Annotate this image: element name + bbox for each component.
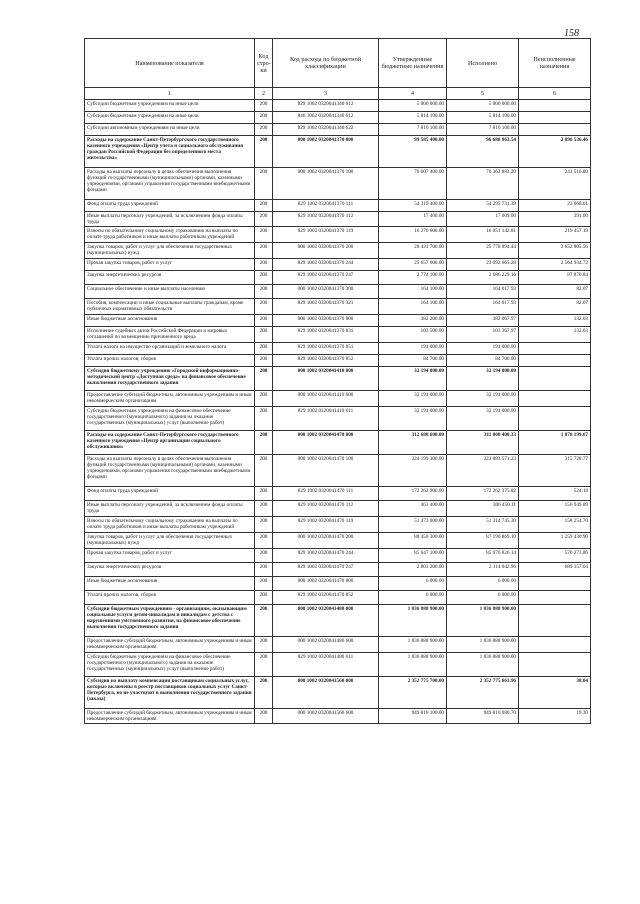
row-approved: 194 000.00: [379, 343, 447, 355]
row-executed: 84 700.00: [447, 355, 519, 367]
row-approved: 5 000 000.00: [379, 100, 447, 112]
row-unexecuted: 156 949.89: [519, 501, 591, 517]
row-approved: 28 431 700.00: [379, 243, 447, 259]
row-unexecuted: [519, 355, 591, 367]
row-unexecuted: 2 564 934.72: [519, 259, 591, 271]
row-approved: 6 000.00: [379, 591, 447, 605]
table-row: [85, 455, 591, 487]
row-unexecuted: 391.00: [519, 212, 591, 227]
row-name: Закупка энергетических ресурсов: [85, 271, 255, 285]
table-row: [85, 653, 591, 677]
row-executed: 32 194 000.00: [447, 407, 519, 431]
row-line-code: 200: [255, 243, 273, 259]
header-line-code: Код стро-ки: [255, 39, 273, 88]
row-unexecuted: 19.30: [519, 709, 591, 724]
row-unexecuted: 38.04: [519, 677, 591, 709]
row-classification-code: 829 1002 0320041370 851: [273, 343, 379, 355]
row-approved: 17 400.00: [379, 212, 447, 227]
row-line-code: 200: [255, 563, 273, 577]
row-unexecuted: 315 728.77: [519, 455, 591, 487]
row-line-code: 200: [255, 591, 273, 605]
row-line-code: 200: [255, 136, 273, 168]
row-classification-code: 000 1002 0320041470 000: [273, 431, 379, 455]
column-number: 4: [379, 88, 447, 100]
row-executed: 2 352 775 661.96: [447, 677, 519, 709]
table-row: [85, 637, 591, 653]
row-name: Предоставление субсидий бюджетным, автономным учреждениям и иным некоммерческим организациям: [85, 637, 255, 653]
row-classification-code: 829 1002 0320041370 111: [273, 200, 379, 212]
table-row: [85, 124, 591, 136]
table-row: [85, 315, 591, 327]
row-executed: 306 450.11: [447, 501, 519, 517]
row-unexecuted: [519, 407, 591, 431]
row-line-code: 200: [255, 112, 273, 124]
row-name: Фонд оплаты труда учреждений: [85, 487, 255, 501]
header-approved: Утвержденные бюджетные назначения: [379, 39, 447, 88]
row-name: Иные бюджетные ассигнования: [85, 315, 255, 327]
row-unexecuted: 87 870.84: [519, 271, 591, 285]
row-classification-code: 829 1002 0320041370 321: [273, 299, 379, 315]
row-approved: 2 803 200.00: [379, 563, 447, 577]
column-number: 1: [85, 88, 255, 100]
row-approved: 85 647 100.00: [379, 549, 447, 563]
table-row: [85, 677, 591, 709]
table-row: [85, 200, 591, 212]
table-row: [85, 327, 591, 343]
row-unexecuted: 2 896 536.46: [519, 136, 591, 168]
row-approved: 382 200.00: [379, 315, 447, 327]
row-name: Предоставление субсидий бюджетным, автономным учреждениям и иным некоммерческим организациям: [85, 709, 255, 724]
row-unexecuted: 570 273.86: [519, 549, 591, 563]
table-row: [85, 533, 591, 549]
row-line-code: 200: [255, 653, 273, 677]
row-classification-code: 000 1002 0320041560 000: [273, 677, 379, 709]
row-unexecuted: 82.07: [519, 299, 591, 315]
row-classification-code: 000 1002 0320041370 100: [273, 168, 379, 200]
row-executed: 23 092 665.28: [447, 259, 519, 271]
row-approved: 1 836 888 900.00: [379, 637, 447, 653]
table-row: [85, 100, 591, 112]
row-approved: 224 199 300.00: [379, 455, 447, 487]
table-row: [85, 243, 591, 259]
row-approved: 949 810 100.00: [379, 709, 447, 724]
row-classification-code: 829 1002 0320041470 119: [273, 517, 379, 533]
row-line-code: 200: [255, 315, 273, 327]
row-line-code: 200: [255, 549, 273, 563]
row-classification-code: 000 1002 0320041410 600: [273, 391, 379, 407]
row-approved: 312 688 600.00: [379, 431, 447, 455]
row-approved: 88 450 300.00: [379, 533, 447, 549]
row-line-code: 200: [255, 200, 273, 212]
column-number: 2: [255, 88, 273, 100]
table-row: [85, 577, 591, 591]
row-line-code: 200: [255, 455, 273, 487]
row-classification-code: 829 1002 0320041410 611: [273, 407, 379, 431]
table-row: [85, 563, 591, 577]
row-unexecuted: 689 157.04: [519, 563, 591, 577]
row-line-code: 200: [255, 517, 273, 533]
row-executed: 949 810 080.70: [447, 709, 519, 724]
row-approved: 103 500.00: [379, 327, 447, 343]
row-name: Взносы по обязательному социальному страхованию на выплаты по оплате труда работников и иные выплаты работникам учреждений: [85, 227, 255, 243]
row-name: Пособия, компенсации и иные социальные выплаты гражданам, кроме публичных нормативных обязательств: [85, 299, 255, 315]
row-unexecuted: 132.03: [519, 315, 591, 327]
row-approved: 2 352 775 700.00: [379, 677, 447, 709]
table-row: [85, 259, 591, 271]
row-classification-code: 829 1002 0320041340 622: [273, 124, 379, 136]
row-line-code: 200: [255, 367, 273, 391]
row-unexecuted: 132.03: [519, 327, 591, 343]
row-executed: 1 836 888 900.00: [447, 637, 519, 653]
row-executed: 32 194 000.00: [447, 367, 519, 391]
row-unexecuted: 82.07: [519, 285, 591, 299]
row-classification-code: 846 1002 0320041340 612: [273, 112, 379, 124]
row-line-code: 200: [255, 271, 273, 285]
column-number: 3: [273, 88, 379, 100]
table-row: [85, 227, 591, 243]
row-executed: 5 000 000.00: [447, 100, 519, 112]
row-classification-code: 000 1002 0320041480 000: [273, 605, 379, 637]
row-unexecuted: [519, 577, 591, 591]
row-name: Субсидии бюджетным учреждениям на финансовое обеспечение государственного (муниципального) задания на оказание государственных (муниципальных) услуг (выполнение работ): [85, 407, 255, 431]
row-executed: 194 000.00: [447, 343, 519, 355]
row-name: Уплата налога на имущество организаций и земельного налога: [85, 343, 255, 355]
row-name: Субсидии бюджетным учреждениям на иные цели: [85, 112, 255, 124]
row-line-code: 200: [255, 259, 273, 271]
row-executed: 7 816 100.00: [447, 124, 519, 136]
row-approved: 99 585 400.00: [379, 136, 447, 168]
row-line-code: 200: [255, 577, 273, 591]
header-row: [85, 39, 591, 88]
table-row: [85, 407, 591, 431]
row-approved: 54 319 400.00: [379, 200, 447, 212]
table-row: [85, 605, 591, 637]
row-line-code: 200: [255, 501, 273, 517]
row-approved: 5 814 100.00: [379, 112, 447, 124]
table-row: [85, 168, 591, 200]
row-unexecuted: 158 254.70: [519, 517, 591, 533]
table-row: [85, 355, 591, 367]
row-approved: 7 816 100.00: [379, 124, 447, 136]
page-number: 158: [564, 28, 579, 39]
row-executed: 2 686 229.16: [447, 271, 519, 285]
row-name: Субсидии бюджетным учреждениям на иные цели: [85, 100, 255, 112]
row-name: Иные выплаты персоналу учреждений, за исключением фонда оплаты труда: [85, 501, 255, 517]
row-executed: 223 883 571.23: [447, 455, 519, 487]
row-line-code: 200: [255, 168, 273, 200]
row-unexecuted: [519, 367, 591, 391]
row-unexecuted: [519, 124, 591, 136]
row-unexecuted: 2 652 805.56: [519, 243, 591, 259]
row-line-code: 200: [255, 431, 273, 455]
row-classification-code: 829 1002 0320041370 244: [273, 259, 379, 271]
table-row: [85, 549, 591, 563]
row-unexecuted: [519, 343, 591, 355]
table-body: [85, 100, 591, 724]
row-executed: 103 367.97: [447, 327, 519, 343]
row-unexecuted: [519, 391, 591, 407]
row-classification-code: 829 1002 0320041370 831: [273, 327, 379, 343]
row-classification-code: 000 1002 0320041470 800: [273, 577, 379, 591]
row-executed: 164 017.93: [447, 285, 519, 299]
row-executed: 51 314 745.30: [447, 517, 519, 533]
row-classification-code: 000 1002 0320041470 200: [273, 533, 379, 549]
row-line-code: 200: [255, 285, 273, 299]
row-name: Исполнение судебных актов Российской Федерации и мировых соглашений по возмещению причиненного вреда: [85, 327, 255, 343]
row-name: Расходы на содержание Санкт-Петербургского государственного казенного учреждения «Центр организации социального обслуживания»: [85, 431, 255, 455]
row-approved: 1 836 888 900.00: [379, 605, 447, 637]
row-approved: 84 700.00: [379, 355, 447, 367]
row-unexecuted: [519, 653, 591, 677]
row-executed: 5 814 100.00: [447, 112, 519, 124]
table-row: [85, 487, 591, 501]
row-name: Субсидии бюджетным учреждениям - организациям, оказывающим социальные услуги детям-инвалидам и инвалидам с детства с нарушениями умственного развития, на финансовое обеспечение выполнения государственного задания: [85, 605, 255, 637]
row-name: Предоставление субсидий бюджетным, автономным учреждениям и иным некоммерческим организациям: [85, 391, 255, 407]
row-executed: 1 836 888 900.00: [447, 605, 519, 637]
row-classification-code: 829 1002 0320041470 112: [273, 501, 379, 517]
row-approved: 6 000.00: [379, 577, 447, 591]
row-name: Фонд оплаты труда учреждений: [85, 200, 255, 212]
row-executed: 70 363 883.20: [447, 168, 519, 200]
row-unexecuted: [519, 100, 591, 112]
row-line-code: 200: [255, 677, 273, 709]
row-approved: 16 270 600.00: [379, 227, 447, 243]
row-unexecuted: 1 259 430.90: [519, 533, 591, 549]
header-classification-code: Код расхода по бюджетной классификации: [273, 39, 379, 88]
row-classification-code: 000 1002 0320041480 600: [273, 637, 379, 653]
table-row: [85, 343, 591, 355]
table-row: [85, 591, 591, 605]
row-name: Взносы по обязательному социальному страхованию на выплаты по оплате труда работников и иные выплаты работникам учреждений: [85, 517, 255, 533]
table-row: [85, 431, 591, 455]
table-row: [85, 212, 591, 227]
row-classification-code: 000 1002 0320041470 100: [273, 455, 379, 487]
row-executed: 87 190 869.10: [447, 533, 519, 549]
row-classification-code: 829 1002 0320041470 852: [273, 591, 379, 605]
row-classification-code: 829 1002 0320041370 852: [273, 355, 379, 367]
column-number: 5: [447, 88, 519, 100]
row-classification-code: 000 1002 0320041370 200: [273, 243, 379, 259]
row-name: Иные выплаты персоналу учреждений, за исключением фонда оплаты труда: [85, 212, 255, 227]
row-classification-code: 829 1002 0320041370 119: [273, 227, 379, 243]
row-unexecuted: [519, 605, 591, 637]
row-line-code: 200: [255, 487, 273, 501]
row-name: Уплата прочих налогов, сборов: [85, 355, 255, 367]
row-line-code: 200: [255, 391, 273, 407]
row-approved: 70 607 400.00: [379, 168, 447, 200]
row-line-code: 200: [255, 212, 273, 227]
row-name: Расходы на выплаты персоналу в целях обеспечения выполнения функций государственными (муниципальными) органами, казенными учреждениями, органами управления государственными внебюджетными фондами: [85, 455, 255, 487]
row-executed: 311 000 400.33: [447, 431, 519, 455]
row-line-code: 200: [255, 100, 273, 112]
row-name: Субсидия бюджетному учреждению «Городской информационно-методический центр «Доступная среда» на финансовое обеспечение выполнения государственного задания: [85, 367, 255, 391]
row-unexecuted: [519, 112, 591, 124]
row-name: Расходы на содержание Санкт-Петербургского государственного казенного учреждения «Центр учета и социального обслуживания граждан Российской Федерации без определенного места жительства»: [85, 136, 255, 168]
row-unexecuted: 23 668.61: [519, 200, 591, 212]
row-name: Прочая закупка товаров, работ и услуг: [85, 259, 255, 271]
row-line-code: 200: [255, 327, 273, 343]
row-line-code: 200: [255, 637, 273, 653]
row-classification-code: 829 1002 0320041470 247: [273, 563, 379, 577]
row-classification-code: 829 1002 0320041370 247: [273, 271, 379, 285]
row-unexecuted: 219 457.19: [519, 227, 591, 243]
row-executed: 17 009.00: [447, 212, 519, 227]
row-classification-code: 829 1002 0320041470 244: [273, 549, 379, 563]
table-row: [85, 391, 591, 407]
row-name: Социальное обеспечение и иные выплаты населению: [85, 285, 255, 299]
row-classification-code: 829 1002 0320041340 612: [273, 100, 379, 112]
table-row: [85, 367, 591, 391]
row-name: Закупка товаров, работ и услуг для обеспечения государственных (муниципальных) нужд: [85, 243, 255, 259]
column-number: 6: [519, 88, 591, 100]
row-approved: 32 194 000.00: [379, 391, 447, 407]
row-line-code: 200: [255, 227, 273, 243]
row-classification-code: 000 1002 0320041560 600: [273, 709, 379, 724]
row-approved: 32 194 000.00: [379, 367, 447, 391]
row-classification-code: 000 1002 0320041370 300: [273, 285, 379, 299]
row-line-code: 200: [255, 709, 273, 724]
row-approved: 2 774 100.00: [379, 271, 447, 285]
row-executed: 96 688 863.54: [447, 136, 519, 168]
row-unexecuted: [519, 637, 591, 653]
row-executed: 164 017.93: [447, 299, 519, 315]
row-executed: 85 076 826.14: [447, 549, 519, 563]
row-unexecuted: 243 516.80: [519, 168, 591, 200]
row-classification-code: 000 1002 0320041370 000: [273, 136, 379, 168]
row-unexecuted: [519, 591, 591, 605]
row-name: Субсидия на выплату компенсации поставщикам социальных услуг, которые включены в реестр поставщиков социальных услуг Санкт-Петербурга, но не участвуют в выполнении государственного задания (заказа): [85, 677, 255, 709]
column-number-row: [85, 88, 591, 100]
row-name: Субсидии бюджетным учреждениям на финансовое обеспечение государственного (муниципального) задания на оказание государственных (муниципальных) услуг (выполнение работ): [85, 653, 255, 677]
row-line-code: 200: [255, 299, 273, 315]
row-approved: 172 262 900.00: [379, 487, 447, 501]
table-row: [85, 709, 591, 724]
header-unexecuted: Неисполненные назначения: [519, 39, 591, 88]
row-executed: 16 051 142.81: [447, 227, 519, 243]
row-approved: 164 100.00: [379, 299, 447, 315]
row-unexecuted: 524.18: [519, 487, 591, 501]
row-classification-code: 000 1002 0320041370 800: [273, 315, 379, 327]
row-line-code: 200: [255, 605, 273, 637]
row-unexecuted: 1 878 199.67: [519, 431, 591, 455]
row-name: Прочая закупка товаров, работ и услуг: [85, 549, 255, 563]
row-approved: 463 400.00: [379, 501, 447, 517]
row-name: Субсидии автономным учреждениям на иные цели: [85, 124, 255, 136]
table-row: [85, 271, 591, 285]
row-approved: 51 473 000.00: [379, 517, 447, 533]
row-line-code: 200: [255, 124, 273, 136]
row-executed: 54 295 731.39: [447, 200, 519, 212]
row-classification-code: 829 1002 0320041370 112: [273, 212, 379, 227]
row-name: Закупка энергетических ресурсов: [85, 563, 255, 577]
row-executed: 382 067.97: [447, 315, 519, 327]
row-executed: 172 262 375.82: [447, 487, 519, 501]
row-executed: 1 836 888 900.00: [447, 653, 519, 677]
row-name: Иные бюджетные ассигнования: [85, 577, 255, 591]
table-row: [85, 285, 591, 299]
row-approved: 1 836 888 900.00: [379, 653, 447, 677]
row-executed: 25 778 894.44: [447, 243, 519, 259]
row-line-code: 200: [255, 533, 273, 549]
table-row: [85, 136, 591, 168]
table-row: [85, 299, 591, 315]
row-classification-code: 000 1002 0320041410 000: [273, 367, 379, 391]
row-line-code: 200: [255, 407, 273, 431]
row-line-code: 200: [255, 343, 273, 355]
row-name: Уплата прочих налогов, сборов: [85, 591, 255, 605]
table-row: [85, 112, 591, 124]
row-executed: 2 114 042.96: [447, 563, 519, 577]
header-indicator-name: Наименование показателя: [85, 39, 255, 88]
row-classification-code: 829 1002 0320041470 111: [273, 487, 379, 501]
table-row: [85, 501, 591, 517]
header-executed: Исполнено: [447, 39, 519, 88]
row-name: Расходы на выплаты персоналу в целях обеспечения выполнения функций государственными (муниципальными) органами, казенными учреждениями, органами управления государственными внебюджетными фондами: [85, 168, 255, 200]
budget-execution-table: [84, 38, 591, 724]
row-classification-code: 829 1002 0320041480 611: [273, 653, 379, 677]
row-executed: 32 194 000.00: [447, 391, 519, 407]
row-approved: 32 194 000.00: [379, 407, 447, 431]
row-approved: 164 100.00: [379, 285, 447, 299]
row-executed: 6 000.00: [447, 577, 519, 591]
table-row: [85, 517, 591, 533]
row-name: Закупка товаров, работ и услуг для обеспечения государственных (муниципальных) нужд: [85, 533, 255, 549]
row-approved: 25 657 600.00: [379, 259, 447, 271]
row-line-code: 200: [255, 355, 273, 367]
row-executed: 6 000.00: [447, 591, 519, 605]
